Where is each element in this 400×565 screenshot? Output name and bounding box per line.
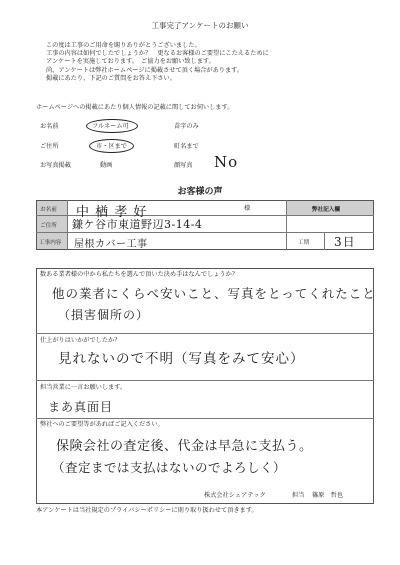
intro-line-2: 工事の内容は如何でしたでしょうか？ 更なるお客様のご要望にこたえるために [46, 50, 269, 57]
company-name: 株式会社シェアテック [204, 492, 266, 499]
privacy-notice: 本アンケートは当社規定のプライバシーポリシーに則り取り扱わせて頂きます。 [36, 507, 258, 514]
selected-circle [89, 139, 134, 153]
column-divider [67, 200, 68, 250]
name-option-surname[interactable]: 苗字のみ [174, 123, 199, 130]
question-2: 仕上がりはいかがでしたか？ [40, 337, 121, 344]
customer-address-value: 鎌ケ谷市東道野辺3-14-4 [72, 218, 203, 231]
photo-answer: No [214, 153, 239, 171]
answer-3: まあ真面目 [48, 400, 114, 414]
question-3: 担当営業に一言お願いします。 [40, 384, 127, 391]
photo-option-face[interactable]: 顔写真 [174, 162, 193, 169]
answer-2: 見れないので不明（写真をみて安心） [58, 351, 305, 367]
name-option-fullname[interactable]: フルネーム可 [92, 123, 129, 130]
column-divider [324, 233, 325, 250]
work-content-value: 屋根カバー工事 [74, 239, 148, 250]
selected-circle [86, 119, 138, 133]
voice-title: お客様の声 [177, 187, 223, 197]
honorific: 様 [244, 205, 251, 212]
answer-4-line-1: 保険会社の査定後、代金は早急に支払う。 [56, 439, 313, 454]
answer-1-line-1: 他の業者にくらべ安いこと、写真をとってくれたこと [52, 286, 376, 301]
photo-option-video[interactable]: 動画 [100, 162, 113, 169]
answer-4-line-2: （査定までは支払はないのでよろしく） [52, 460, 287, 475]
staff-label: 担当 [292, 492, 305, 499]
intro-line-3: アンケートを実施しております。 ご協力をお願い致します。 [46, 58, 215, 65]
customer-address-label: ご住所 [40, 223, 57, 229]
customer-name-label: お名前 [40, 207, 57, 213]
column-divider [286, 200, 287, 250]
question-divider [36, 333, 374, 334]
consent-heading: ホームページへの掲載にあたり個人情報の記載に関してお伺いします。 [36, 104, 234, 111]
address-option-town[interactable]: 町名まで [174, 143, 199, 150]
work-content-label: 工事内容 [39, 240, 62, 246]
office-use-label: 弊社記入欄 [312, 207, 340, 213]
customer-name-value: 中 楢 孝 好 [76, 205, 148, 220]
work-period-label: 工期 [298, 240, 310, 246]
intro-line-5: 掲載にあたり、下記のご質問をお答え下さい。 [46, 75, 176, 82]
address-option-city[interactable]: 市・区まで [96, 143, 127, 150]
question-4: 弊社へのご要望等があればご記入ください。 [40, 421, 164, 428]
intro-line-4: 尚、アンケートは弊社ホームページに掲載させて頂く場合があります。 [46, 67, 244, 74]
question-divider [36, 418, 374, 419]
question-divider [36, 380, 374, 381]
question-1: 数ある業者様の中から私たちを選んで頂いた決め手はなんでしょうか？ [40, 271, 238, 278]
work-period-value: 3日 [334, 235, 356, 249]
name-consent-label: お名前 [40, 123, 59, 130]
intro-line-1: この度は工事のご用命を賜りありがとうございました。 [46, 42, 201, 49]
address-consent-label: ご住所 [40, 143, 59, 150]
staff-name: 篠原 哲也 [312, 492, 343, 499]
answer-1-line-2: （損害個所の） [58, 308, 150, 322]
photo-consent-label: お写真掲載 [40, 162, 71, 169]
page-title: 工事完了アンケートのお願い [151, 21, 249, 30]
